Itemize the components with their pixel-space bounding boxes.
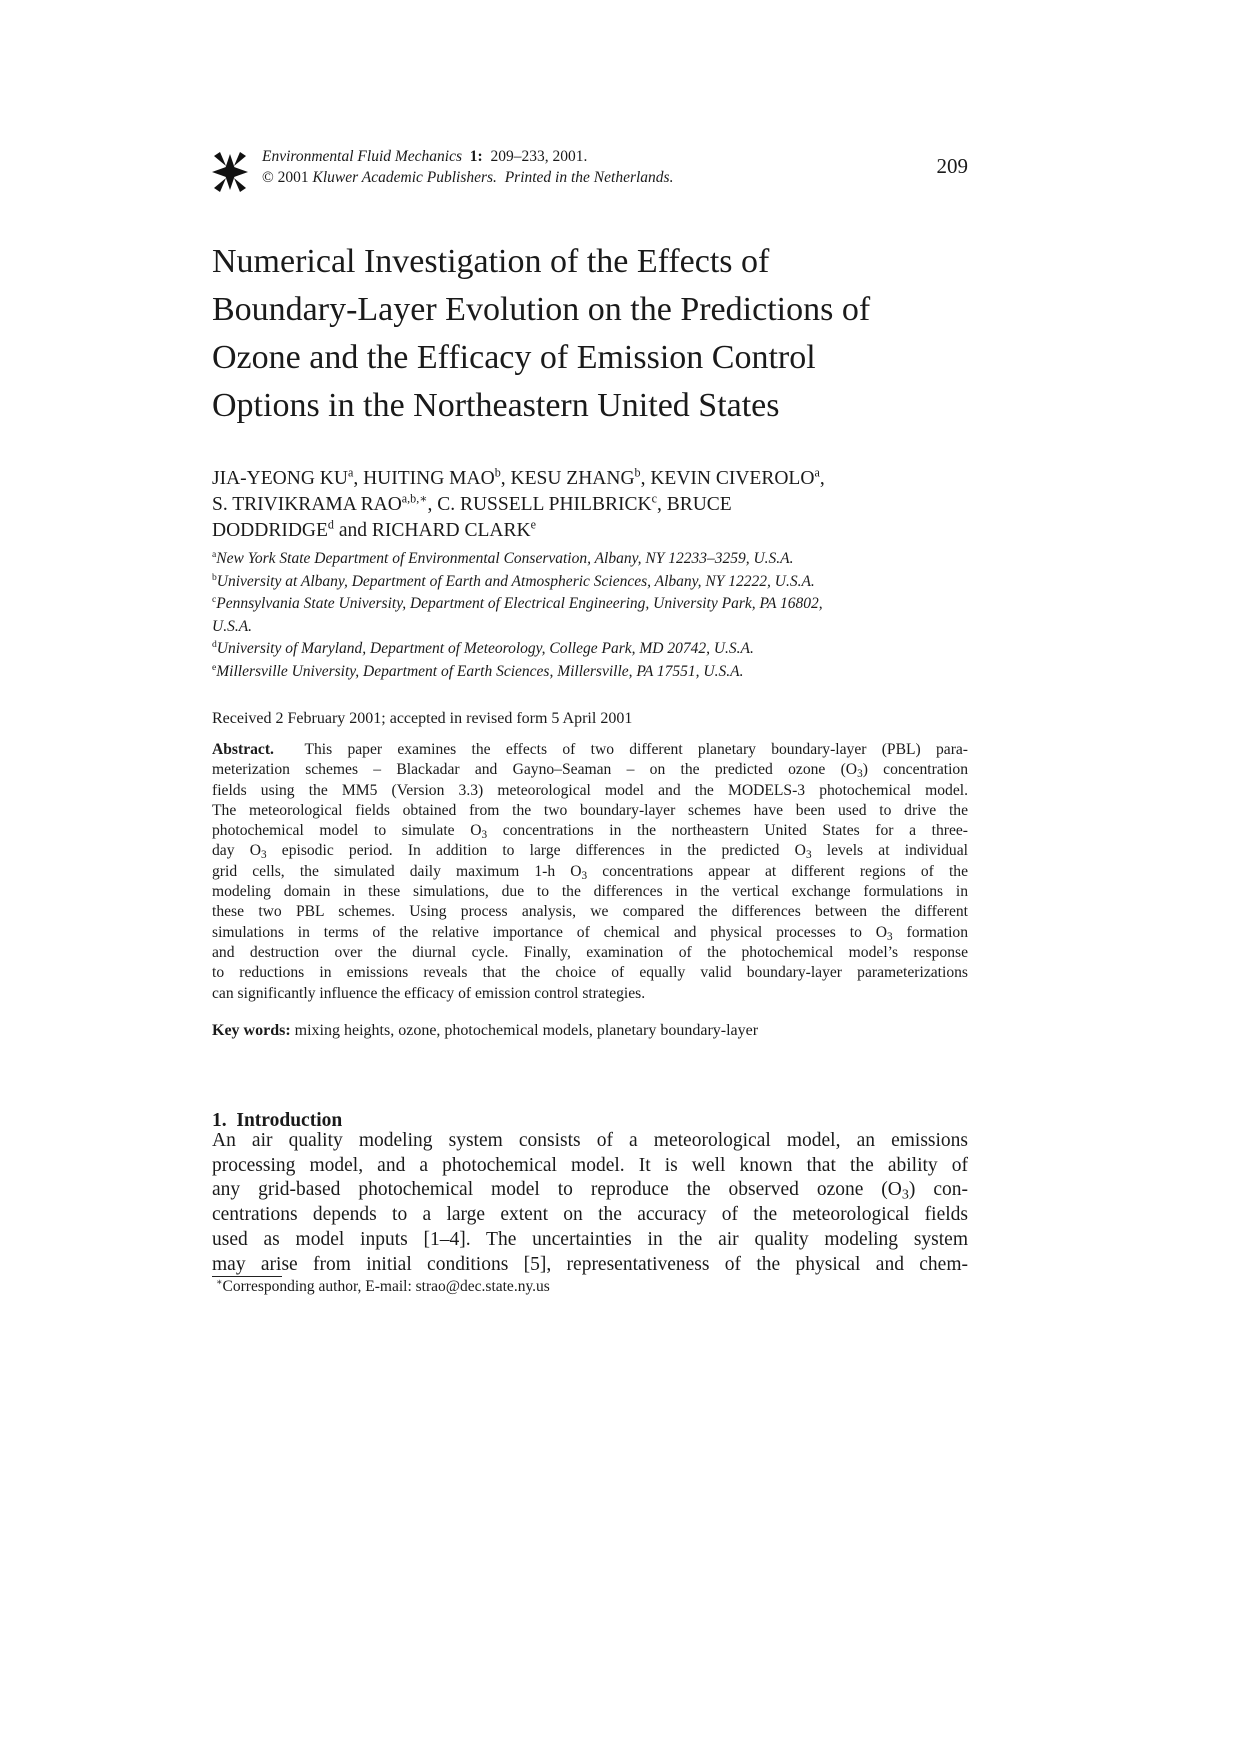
printed-location: Printed in the Netherlands. xyxy=(504,169,674,186)
journal-citation xyxy=(262,146,673,188)
abstract-label: Abstract. xyxy=(212,741,274,758)
keywords-label: Key words: xyxy=(212,1022,291,1039)
abstract-line: simulations in terms of the relative importance of chemical and physical processes to $O_3$ formation xyxy=(212,923,969,943)
publisher: Kluwer Academic Publishers. xyxy=(312,169,497,186)
abstract-line: fields using the MM5 (Version 3.3) meteorological model and the MODELS-3 photochemical model. xyxy=(212,781,968,799)
body-line: An air quality modeling system consists of a meteorological model, an emissions xyxy=(212,1130,968,1151)
abstract-line: can significantly influence the efficacy of emission control strategies. xyxy=(212,984,646,1002)
abstract-line: meterization schemes – Blackadar and Gayno–Seaman – on the predicted ozone $(O_3)$ concentration xyxy=(212,761,969,781)
abstract-line: and destruction over the diurnal cycle. Finally, examination of the photochemical model’s response xyxy=(212,943,968,961)
affiliation-list xyxy=(212,548,968,683)
affiliation-item: $^e$Millersville University, Department of Earth Sciences, Millersville, PA 17551, U.S.A. xyxy=(212,661,744,680)
author-name: JIA-YEONG KU xyxy=(212,468,348,489)
copyright-year: 2001 xyxy=(277,169,309,186)
author-name: S. TRIVIKRAMA RAO xyxy=(212,494,402,515)
body-line: any grid-based photochemical model to reproduce the observed ozone $(O_3)$ con- xyxy=(212,1179,968,1203)
title-line: Options in the Northeastern United States xyxy=(212,387,780,424)
affiliation-item: $^a$New York State Department of Environmental Conservation, Albany, NY 12233–3259, U.S.A. xyxy=(212,548,794,567)
author-name: RICHARD CLARK xyxy=(371,520,531,541)
author-name: C. RUSSELL PHILBRICK xyxy=(437,494,652,515)
body-line: processing model, and a photochemical model. It is well known that the ability of xyxy=(212,1154,968,1176)
abstract xyxy=(212,740,968,1004)
author-line-2: S. TRIVIKRAMA $RAO^{a,b,∗}$, C. RUSSELL PHILBRICK$^c$, BRUCE xyxy=(212,491,732,515)
affiliation-item: $^b$University at Albany, Department of Earth and Atmospheric Sciences, Albany, NY 12222, U.S.A. xyxy=(212,571,815,590)
abstract-line: these two PBL schemes. Using process analysis, we compared the differences between the different xyxy=(212,903,968,921)
author-line-1: JIA-YEONG $KU^a$, HUITING MAO$^b$, KESU ZHANG$^b$, KEVIN CIVEROLO$^a$, xyxy=(212,465,825,489)
journal-name: Environmental Fluid Mechanics xyxy=(262,148,463,165)
author-name: KEVIN CIVEROLO xyxy=(650,468,815,489)
body-line: used as model inputs [1–4]. The uncertainties in the air quality modeling system xyxy=(212,1228,968,1250)
abstract-line: day $O_3$ episodic period. In addition to large differences in the predicted $O_3$ levels at individual xyxy=(212,842,968,862)
affiliation-item: U.S.A. xyxy=(212,617,253,635)
page-number: 209 xyxy=(936,154,968,178)
abstract-line: Abstract. This paper examines the effects of two different planetary boundary-layer (PBL) para- xyxy=(212,741,968,758)
abstract-line: grid cells, the simulated daily maximum 1-h $O_3$ concentrations appear at different regions of the xyxy=(212,862,968,882)
author-line-3: DODDRIDGE$^d$ and RICHARD CLARK$^e$ xyxy=(212,517,536,541)
abstract-line: modeling domain in these simulations, due to the differences in the vertical exchange formulations in xyxy=(212,883,968,901)
abstract-line: photochemical model to simulate $O_3$ concentrations in the northeastern United States for a three- xyxy=(212,822,968,841)
author-name: DODDRIDGE xyxy=(212,520,328,541)
intro-paragraph xyxy=(212,1129,968,1277)
kluwer-logo-icon xyxy=(212,150,248,194)
received-dates: Received 2 February 2001; accepted in revised form 5 April 2001 xyxy=(212,710,633,727)
title-line: Ozone and the Efficacy of Emission Control xyxy=(212,339,816,376)
copyright-symbol: © xyxy=(262,169,274,186)
body-line: centrations depends to a large extent on the accuracy of the meteorological fields xyxy=(212,1204,968,1226)
journal-header xyxy=(212,140,968,198)
author-name: KESU ZHANG xyxy=(510,468,635,489)
abstract-line: The meteorological fields obtained from the two boundary-layer schemes have been used to drive the xyxy=(212,801,968,819)
author-list xyxy=(212,466,968,544)
keywords xyxy=(212,1022,758,1040)
abstract-line: to reductions in emissions reveals that the choice of equally valid boundary-layer parameterizations xyxy=(212,964,968,982)
title-line: Boundary-Layer Evolution on the Predictions of xyxy=(212,291,871,328)
article-page xyxy=(212,140,969,1295)
journal-volume: 1: xyxy=(469,148,483,165)
footnote: ∗Corresponding author, E-mail: strao@dec.state.ny.us xyxy=(216,1276,550,1295)
affiliation-item: $^c$Pennsylvania State University, Department of Electrical Engineering, University Park, PA 16802, xyxy=(212,593,823,612)
title-line: Numerical Investigation of the Effects of xyxy=(212,243,770,280)
keywords-text: mixing heights, ozone, photochemical models, planetary boundary-layer xyxy=(294,1022,759,1039)
affiliation-item: $^d$University of Maryland, Department of Meteorology, College Park, MD 20742, U.S.A. xyxy=(212,638,754,657)
journal-pages: 209–233, 2001. xyxy=(490,148,588,165)
author-name: HUITING MAO xyxy=(363,468,495,489)
paper-title xyxy=(212,238,968,430)
section-heading: 1. Introduction xyxy=(212,1110,343,1132)
body-line: may arise from initial conditions [5], representativeness of the physical and chem- xyxy=(212,1253,968,1275)
